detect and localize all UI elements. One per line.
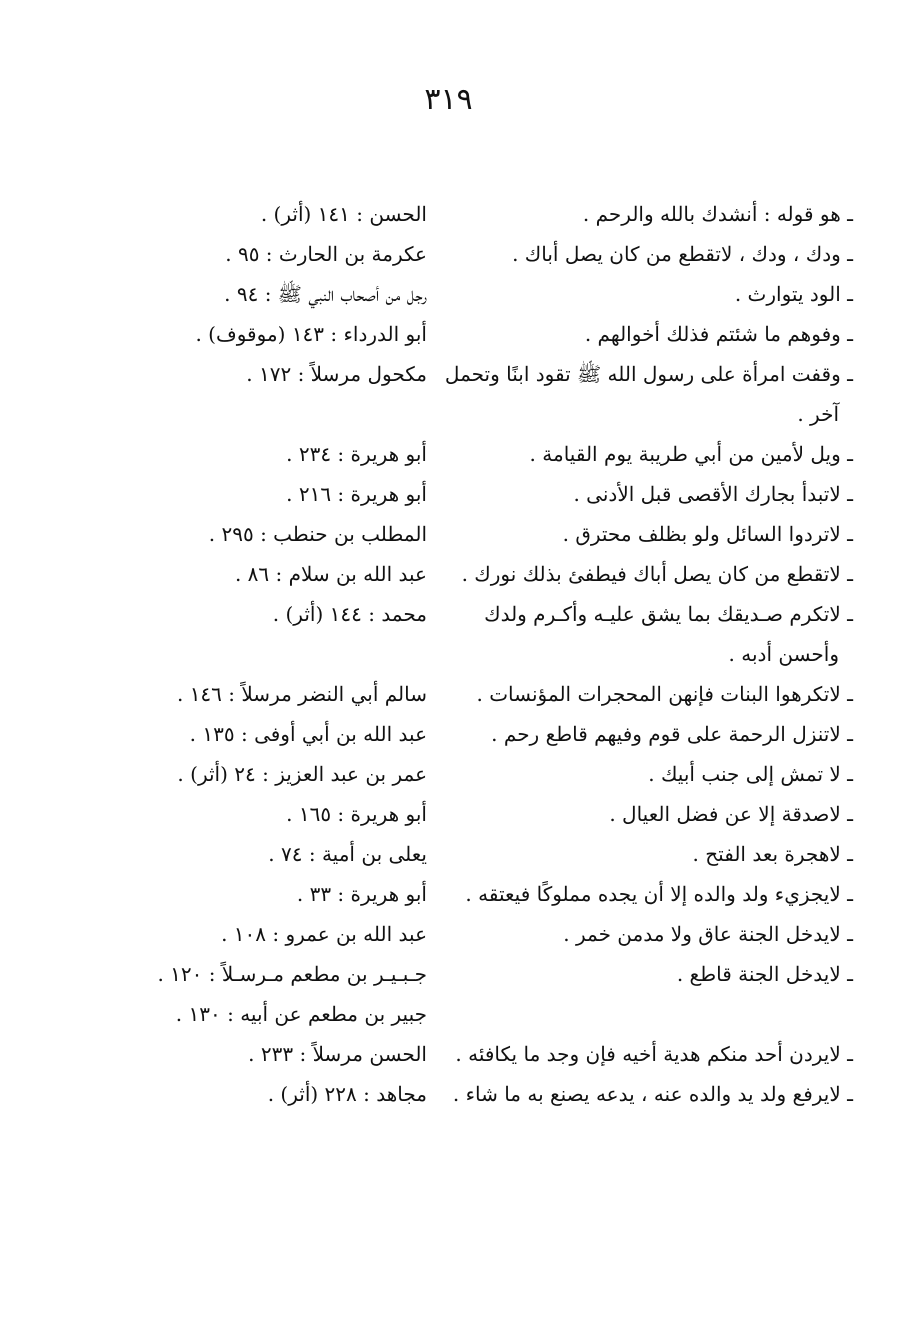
hadith-text: ـ لاتردوا السائل ولو بظلف محترق . xyxy=(562,522,853,546)
narrator-reference: جـبـيـر بن مطعم مـرسـلاً : ١٢٠ . جبير بن مطعم عن أبيه : ١٣٠ . xyxy=(157,962,427,1026)
narrator-reference: محمد : ١٤٤ (أثر) . xyxy=(272,602,427,626)
hadith-text: ـ وفوهم ما شئتم فذلك أخوالهم . xyxy=(584,322,853,346)
index-entry xyxy=(0,1034,897,1074)
hadith-text: ـ لاتنزل الرحمة على قوم وفيهم قاطع رحم . xyxy=(491,722,853,746)
narrator-reference: عكرمة بن الحارث : ٩٥ . xyxy=(225,242,427,266)
hadith-text: ـ وقفت امرأة على رسول الله ﷺ تقود ابنًا وتحمل آخر . xyxy=(444,362,853,426)
narrator-reference: سالم أبي النضر مرسلاً : ١٤٦ . xyxy=(176,682,427,706)
hadith-text: ـ لاتقطع من كان يصل أباك فيطفئ بذلك نورك . xyxy=(461,562,853,586)
index-entry xyxy=(0,594,897,674)
index-entry xyxy=(0,874,897,914)
index-entry xyxy=(0,834,897,874)
index-entry xyxy=(0,514,897,554)
narrator-reference: يعلى بن أمية : ٧٤ . xyxy=(268,842,427,866)
hadith-text: ـ ودك ، ودك ، لاتقطع من كان يصل أباك . xyxy=(512,242,853,266)
hadith-text: ـ لايدخل الجنة قاطع . xyxy=(676,962,853,986)
index-entry xyxy=(0,434,897,474)
index-entry xyxy=(0,474,897,514)
hadith-text: ـ الود يتوارث . xyxy=(734,282,853,306)
narrator-reference: رجل من أصحاب النبي ﷺ : ٩٤ . xyxy=(224,282,427,306)
narrator-reference: عبد الله بن أبي أوفى : ١٣٥ . xyxy=(189,722,427,746)
index-entry xyxy=(0,714,897,754)
index-entry xyxy=(0,914,897,954)
hadith-text: ـ لاتكرهوا البنات فإنهن المحجرات المؤنسات . xyxy=(476,682,853,706)
index-entry xyxy=(0,754,897,794)
hadith-text: ـ لاتبدأ بجارك الأقصى قبل الأدنى . xyxy=(573,482,853,506)
narrator-reference: مكحول مرسلاً : ١٧٢ . xyxy=(246,362,427,386)
hadith-text: ـ لايجزيء ولد والده إلا أن يجده مملوكًا فيعتقه . xyxy=(465,882,853,906)
index-entry xyxy=(0,1074,897,1114)
index-entry xyxy=(0,314,897,354)
narrator-reference: أبو هريرة : ٣٣ . xyxy=(296,882,427,906)
index-entry xyxy=(0,354,897,434)
index-entry xyxy=(0,674,897,714)
hadith-text: ـ لايردن أحد منكم هدية أخيه فإن وجد ما يكافئه . xyxy=(455,1042,853,1066)
hadith-text: ـ لا تمش إلى جنب أبيك . xyxy=(648,762,853,786)
hadith-text: ـ ويل لأمين من أبي طريبة يوم القيامة . xyxy=(529,442,853,466)
narrator-reference: أبو الدرداء : ١٤٣ (موقوف) . xyxy=(195,322,427,346)
hadith-text: ـ لايدخل الجنة عاق ولا مدمن خمر . xyxy=(563,922,853,946)
hadith-text: ـ لاتكرم صـديقك بما يشق عليـه وأكـرم ولدك وأحسن أدبه . xyxy=(484,602,853,666)
narrator-reference: عبد الله بن عمرو : ١٠٨ . xyxy=(221,922,427,946)
hadith-text: ـ لاصدقة إلا عن فضل العيال . xyxy=(609,802,853,826)
hadith-index-list xyxy=(0,194,897,1114)
index-entry xyxy=(0,794,897,834)
narrator-reference: الحسن : ١٤١ (أثر) . xyxy=(260,202,427,226)
narrator-reference: الحسن مرسلاً : ٢٣٣ . xyxy=(248,1042,427,1066)
hadith-text: ـ هو قوله : أنشدك بالله والرحم . xyxy=(582,202,853,226)
narrator-reference: أبو هريرة : ١٦٥ . xyxy=(286,802,427,826)
index-entry xyxy=(0,954,897,1034)
index-entry xyxy=(0,554,897,594)
page-number: ٣١٩ xyxy=(424,82,473,117)
index-entry xyxy=(0,194,897,234)
narrator-reference: المطلب بن حنطب : ٢٩٥ . xyxy=(208,522,427,546)
hadith-text: ـ لاهجرة بعد الفتح . xyxy=(692,842,853,866)
index-entry xyxy=(0,274,897,314)
index-entry xyxy=(0,234,897,274)
narrator-reference: عمر بن عبد العزيز : ٢٤ (أثر) . xyxy=(177,762,427,786)
narrator-reference: مجاهد : ٢٢٨ (أثر) . xyxy=(267,1082,427,1106)
narrator-reference: عبد الله بن سلام : ٨٦ . xyxy=(234,562,427,586)
hadith-text: ـ لايرفع ولد يد والده عنه ، يدعه يصنع به ما شاء . xyxy=(452,1082,853,1106)
narrator-reference: أبو هريرة : ٢٣٤ . xyxy=(286,442,427,466)
narrator-reference: أبو هريرة : ٢١٦ . xyxy=(286,482,427,506)
